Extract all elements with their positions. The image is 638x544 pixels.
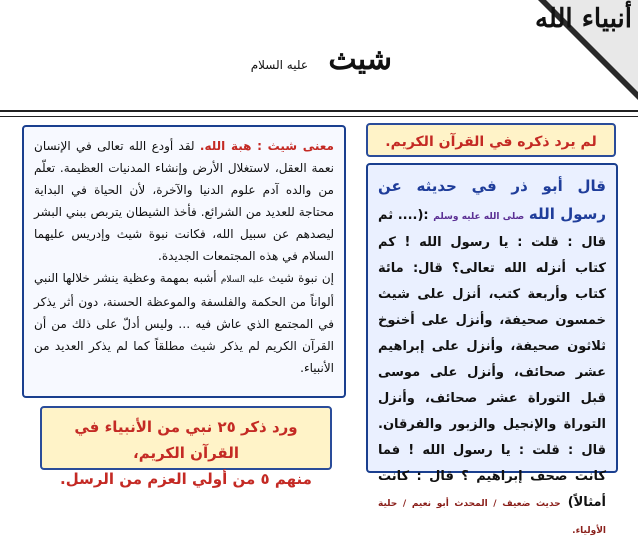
- prophets-count-box: [40, 406, 332, 488]
- meaning-panel: [22, 125, 346, 398]
- meaning-paragraph-2: [34, 267, 334, 379]
- prophets-count-line-1: ورد ذكر ٢٥ نبي من الأنبياء في القرآن الكريم،: [74, 418, 298, 462]
- meaning-text-1: لقد أودع الله تعالى في الإنسان نعمة العقل، لاستغلال الأرض وإنشاء المدنيات العظيمة. تعلّم من والده آدم علوم الدنيا والآخرة، لأن الحياة في البداية محتاجة للعديد من الشرائع. فأخذ الشيطان يتربص ببني البشر ليصدهم عن سبيل الله، فكانت نبوة شيث وإدريس عليهما السلام في هذه المجتمعات الجديدة.: [34, 139, 334, 263]
- page-title: شيث: [328, 42, 392, 77]
- header-divider: [0, 110, 638, 112]
- hadith-panel: [366, 163, 618, 536]
- honorific: عليه السلام: [220, 275, 265, 285]
- meaning-text-2a: إن نبوة شيث: [264, 271, 334, 285]
- hadith-honorific: صلى الله عليه وسلم: [433, 212, 525, 222]
- quran-note-box: [366, 123, 616, 157]
- meaning-text-2b: أشبه بمهمة وعظية ينشر خلالها النبي ألواناً من الحكمة والفلسفة والموعظة الحسنة، دون أثر يذكر في المجتمع الذي عاش فيه … وليس أدلّ على ذلك من أن القرآن الكريم لم يذكر شيث مطلقاً كما لم يذكر العديد من الأنبياء.: [34, 271, 334, 375]
- hadith-body: :(.... ثم قال : قلت : يا رسول الله ! كم كتاب أنزله الله تعالى؟ قال: مائة كتاب وأربعة كتب، أنزل على شيث خمسون صحيفة، وأنزل على أخنوخ ثلاثون صحيفة، وأنزل على إبراهيم عشر صحائف، وأنزل على موسى قبل التوراة عشر صحائف، وأنزل التوراة والإنجيل والزبور والفرقان. قال : قلت : يا رسول الله ! فما كانت صحف إبراهيم ؟ قال : كانت أمثالاً): [378, 208, 607, 510]
- meaning-paragraph-1: [34, 135, 334, 267]
- corner-title: أنبياء الله: [534, 4, 632, 34]
- meaning-heading: معنى شيث : هبة الله.: [199, 139, 334, 153]
- prophets-count-line-2: منهم ٥ من أولي العزم من الرسل.: [60, 470, 312, 488]
- header-divider-thin: [0, 116, 638, 117]
- hadith-title: قال أبو ذر في حديثه عن رسول الله: [378, 177, 606, 223]
- hadith-text: [378, 173, 606, 544]
- hadith-source: حديث ضعيف / المحدث أبو نعيم / حلية الأولياء.: [378, 499, 606, 536]
- page-subtitle: عليه السلام: [250, 58, 308, 72]
- quran-note-text: لم يرد ذكره في القرآن الكريم.: [385, 134, 597, 150]
